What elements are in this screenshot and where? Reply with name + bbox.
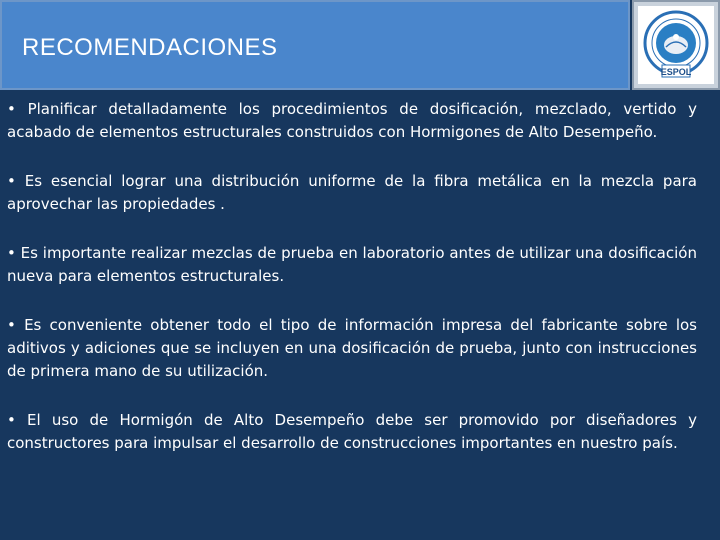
- bullet-marker: •: [7, 100, 16, 118]
- bullet-item: [7, 98, 697, 144]
- bullet-text: Es esencial lograr una distribución uniforme de la fibra metálica en la mezcla para aprovechar las propiedades .: [7, 172, 697, 213]
- bullet-text: El uso de Hormigón de Alto Desempeño debe ser promovido por diseñadores y constructores para impulsar el desarrollo de construcciones importantes en nuestro país.: [7, 411, 698, 452]
- bullet-marker: •: [7, 411, 16, 429]
- title-bar: [0, 0, 630, 90]
- slide-title: RECOMENDACIONES: [22, 34, 278, 61]
- bullet-text: Es importante realizar mezclas de prueba en laboratorio antes de utilizar una dosificación nueva para elementos estructurales.: [7, 244, 697, 285]
- logo-text: ESPOL: [660, 67, 692, 77]
- bullet-item: [7, 314, 697, 383]
- espol-seal-icon: [642, 9, 710, 81]
- bullet-item: [7, 242, 697, 288]
- bullet-list: [7, 98, 697, 481]
- bullet-marker: •: [7, 316, 16, 334]
- bullet-marker: •: [7, 172, 16, 190]
- bullet-item: [7, 409, 697, 455]
- logo-container: [638, 6, 714, 84]
- logo-frame: [632, 0, 720, 90]
- bullet-text: Es conveniente obtener todo el tipo de información impresa del fabricante sobre los aditivos y adiciones que se incluyen en una dosificación de prueba, junto con instrucciones de primera mano de su utilización.: [7, 316, 697, 380]
- bullet-marker: •: [7, 244, 16, 262]
- bullet-item: [7, 170, 697, 216]
- bullet-text: Planificar detalladamente los procedimientos de dosificación, mezclado, vertido y acabado de elementos estructurales construidos con Hormigones de Alto Desempeño.: [7, 100, 697, 141]
